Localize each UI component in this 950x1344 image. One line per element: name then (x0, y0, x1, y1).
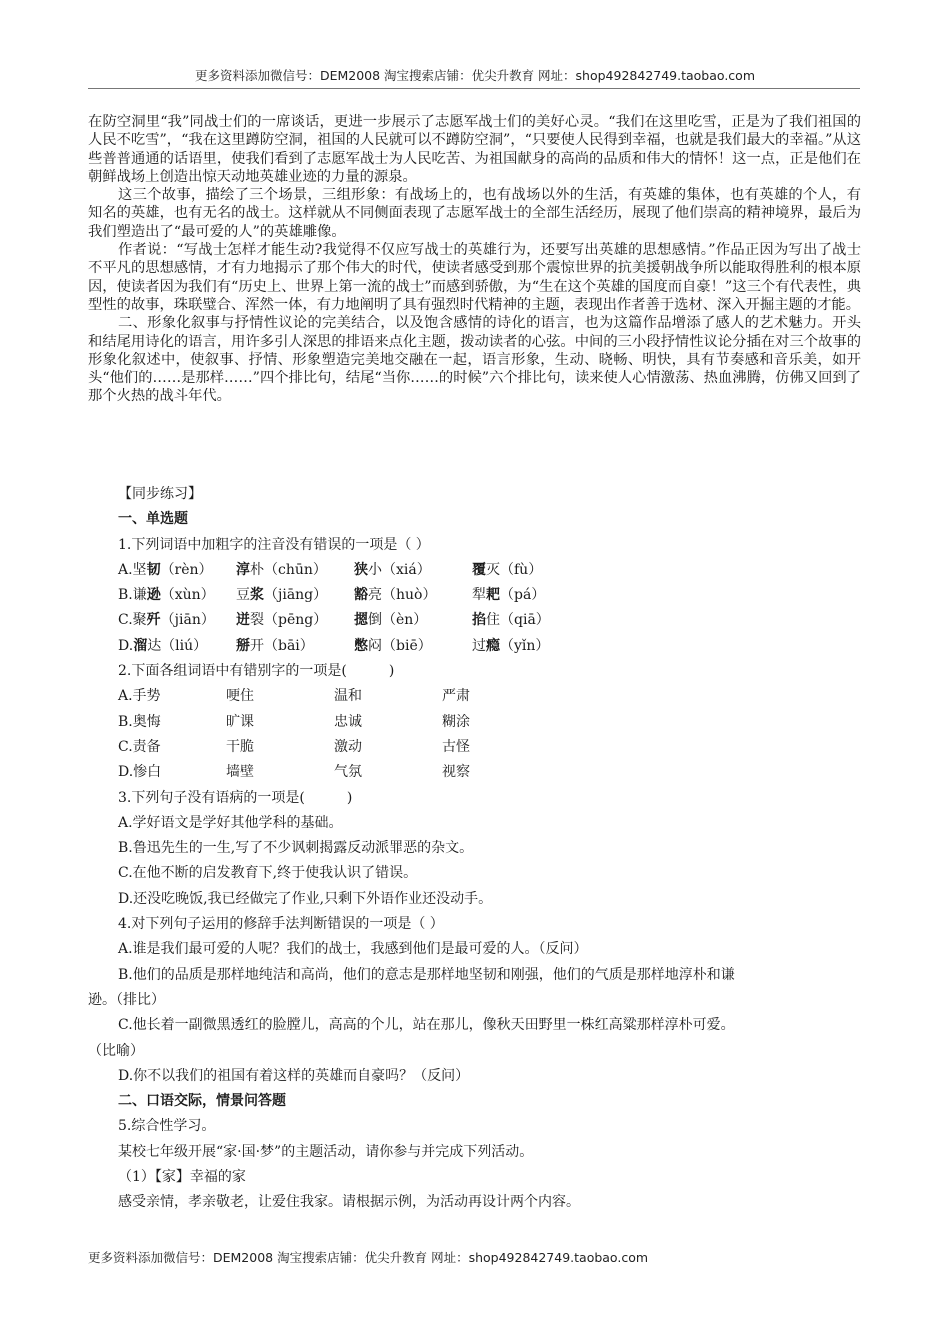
option-text: （pá） (500, 587, 546, 604)
question-4-option-d: D.你不以我们的祖国有着这样的英雄而自豪吗？（反问） (118, 1067, 470, 1084)
question-1-option-row (88, 583, 861, 608)
question-2-word: D.惨白 (118, 764, 162, 781)
option-text: A.坚 (118, 561, 147, 578)
question-1-option-item (354, 634, 472, 659)
bold-char: 迸 (236, 612, 250, 629)
bold-char: 狭 (354, 561, 368, 578)
question-5-intro: 某校七年级开展“家·国·梦”的主题活动，请你参与并完成下列活动。 (118, 1143, 534, 1160)
bold-char: 溜 (133, 637, 148, 654)
question-3-option-a: A.学好语文是学好其他学科的基础。 (118, 814, 343, 831)
bold-char: 瘾 (486, 637, 500, 654)
analysis-paragraph-4: 二、形象化叙事与抒情性议论的完美结合，以及饱含感情的诗化的语言，也为这篇作品增添了感人的艺术魅力。开头和结尾用诗化的语言，用许多引人深思的排语来点化主题，拨动读者的心弦。中间的三小段抒情性议论分插在对三个故事的形象化叙述中，使叙事、抒情、形象塑造完美地交融在一起，语言形象，生动、晓畅、明快，具有节奏感和音乐美，如开头“他们的……是那样……”四个排比句，结尾“当你……的时候”六个排比句，读来使人心情激荡、热血沸腾，仿佛又回到了那个火热的战斗年代。 (88, 315, 861, 405)
question-1-option-item (236, 608, 354, 633)
question-1-option-item (472, 583, 545, 608)
question-2-word: 墙壁 (226, 764, 254, 781)
question-1-option-item (354, 558, 472, 583)
section-oral-communication: 二、口语交际，情景问答题 (118, 1093, 286, 1110)
bold-char: 逊 (146, 587, 161, 604)
question-2-word: 温和 (334, 688, 362, 705)
question-3-option-b: B.鲁迅先生的一生,写了不少讽刺揭露反动派罪恶的杂文。 (118, 840, 474, 857)
analysis-paragraph-3: 作者说：“写战士怎样才能生动?我觉得不仅应写战士的英雄行为，还要写出英雄的思想感情。”作品正因为写出了战士不平凡的思想感情，才有力地揭示了那个伟大的时代，使读者感受到那个震惊世界的抗美援朝战争所以能取得胜利的根本原因，使读者因为我们有“历史上、世界上第一流的战士”而感到骄傲，为“生在这个英雄的国度而自豪！”这三个有代表性，典型性的故事，珠联璧合、浑然一体，有力地阐明了具有强烈时代精神的主题，表现出作者善于选材、深入开掘主题的才能。 (88, 242, 861, 313)
question-1-option-item (472, 558, 542, 583)
section-single-choice: 一、单选题 (118, 511, 188, 528)
option-text: 闷（biē） (368, 637, 432, 654)
question-2-word: 古怪 (442, 738, 470, 755)
question-2-word: 哽住 (226, 688, 254, 705)
option-text: 开（bāi） (250, 637, 314, 654)
question-5-sub1-title: （1）【家】幸福的家 (118, 1169, 246, 1186)
option-text: 过 (472, 637, 486, 654)
question-5-stem: 5.综合性学习。 (118, 1118, 216, 1135)
question-2-option-row (88, 710, 861, 735)
question-2-word: 忠诚 (334, 713, 362, 730)
question-1-option-item (236, 558, 354, 583)
option-text: （jiān） (160, 612, 215, 629)
question-2-option-row (88, 760, 861, 785)
bold-char: 掐 (472, 612, 486, 629)
question-1-option-row (88, 558, 861, 583)
question-1-option-row (88, 608, 861, 633)
question-2-word: 气氛 (334, 764, 362, 781)
option-text: 裂（pēng） (250, 612, 328, 629)
question-5-sub1-text: 感受亲情，孝亲敬老，让爱住我家。请根据示例，为活动再设计两个内容。 (118, 1194, 580, 1211)
option-text: D. (118, 637, 134, 654)
option-text: 达（liú） (147, 637, 208, 654)
question-2-option-row (88, 735, 861, 760)
option-text: 灭（fù） (486, 561, 543, 578)
question-1-option-item (472, 634, 549, 659)
question-1-option-item (236, 634, 354, 659)
question-2-word: 视察 (442, 764, 470, 781)
option-text: （rèn） (160, 561, 213, 578)
question-1-stem: 1.下列词语中加粗字的注音没有错误的一项是（ ） (118, 536, 430, 553)
question-2-options (88, 684, 861, 785)
question-4-option-a: A.谁是我们最可爱的人呢？我们的战士，我感到他们是最可爱的人。（反问） (118, 941, 588, 958)
question-1-option-item (236, 583, 354, 608)
question-2-option-row (88, 684, 861, 709)
question-2-word: A.手势 (118, 688, 161, 705)
analysis-paragraph-1: 在防空洞里“我”同战士们的一席谈话，更进一步展示了志愿军战士们的美好心灵。“我们在这里吃雪，正是为了我们祖国的人民不吃雪”，“我在这里蹲防空洞，祖国的人民就可以不蹲防空洞”，“只要使人民得到幸福，也就是我们最大的幸福。”从这些普普通通的话语里，使我们看到了志愿军战士为人民吃苦、为祖国献身的高尚的品质和伟大的情怀！这一点，正是他们在朝鲜战场上创造出惊天动地英雄业迹的力量的源泉。 (88, 114, 861, 185)
bold-char: 掰 (236, 637, 250, 654)
question-4-stem: 4.对下列句子运用的修辞手法判断错误的一项是（ ） (118, 916, 444, 933)
question-1-option-item (354, 608, 472, 633)
page-header: 更多资料添加微信号：DEM2008 淘宝搜索店铺：优尖升教育 网址：shop492842749.taobao.com (194, 68, 756, 83)
question-1-option-item (472, 608, 550, 633)
option-text: 小（xiá） (368, 561, 431, 578)
page-footer: 更多资料添加微信号：DEM2008 淘宝搜索店铺：优尖升教育 网址：shop492842749.taobao.com (88, 1250, 649, 1265)
question-4-option-c: C.他长着一副微黑透红的脸膛儿，高高的个儿，站在那儿，像秋天田野里一株红高粱那样淳朴可爱。 (118, 1017, 735, 1034)
question-1-option-item (354, 583, 472, 608)
analysis-paragraph-2: 这三个故事，描绘了三个场景，三组形象：有战场上的，也有战场以外的生活，有英雄的集体，也有英雄的个人，有知名的英雄，也有无名的战士。这样就从不同侧面表现了志愿军战士的全部生活经历，展现了他们崇高的精神境界，最后为我们塑造出了“最可爱的人”的英雄雕像。 (88, 187, 861, 240)
option-text: （yǐn） (500, 637, 550, 654)
practice-section (88, 482, 861, 1216)
option-text: （xùn） (160, 587, 215, 604)
bold-char: 淳 (236, 561, 250, 578)
analysis-section (88, 113, 861, 406)
option-text: 朴（chūn） (250, 561, 327, 578)
question-2-word: C.责备 (118, 738, 161, 755)
question-1-options (88, 558, 861, 659)
bold-char: 韧 (146, 561, 161, 578)
question-2-word: 严肃 (442, 688, 470, 705)
option-text: 豆 (236, 587, 250, 604)
question-4-option-b: B.他们的品质是那样地纯洁和高尚，他们的意志是那样地坚韧和刚强，他们的气质是那样地淳朴和谦 (118, 966, 735, 983)
practice-title: 【同步练习】 (118, 486, 202, 502)
header-divider (88, 88, 860, 89)
question-1-option-item (118, 558, 236, 583)
question-2-word: 激动 (334, 738, 362, 755)
option-text: B.谦 (118, 587, 147, 604)
question-4-option-c-cont: （比喻） (88, 1042, 144, 1059)
question-1-option-item (118, 634, 236, 659)
option-text: 亮（huò） (368, 587, 437, 604)
bold-char: 摁 (354, 612, 368, 629)
question-3-option-c: C.在他不断的启发教育下,终于使我认识了错误。 (118, 865, 418, 882)
question-3-stem: 3.下列句子没有语病的一项是( ) (118, 789, 353, 806)
bold-char: 憋 (354, 637, 368, 654)
question-2-stem: 2.下面各组词语中有错别字的一项是( ) (118, 663, 395, 680)
question-3-option-d: D.还没吃晚饭,我已经做完了作业,只剩下外语作业还没动手。 (118, 890, 493, 907)
question-4-option-b-cont: 逊。（排比） (88, 991, 165, 1008)
question-2-word: 旷课 (226, 713, 254, 730)
question-1-option-row (88, 634, 861, 659)
bold-char: 耙 (486, 587, 500, 604)
option-text: 犁 (472, 587, 486, 604)
question-2-word: B.奥悔 (118, 713, 161, 730)
question-2-word: 糊涂 (442, 713, 470, 730)
question-2-word: 干脆 (226, 738, 254, 755)
question-1-option-item (118, 608, 236, 633)
option-text: （jiāng） (264, 587, 328, 604)
bold-char: 豁 (354, 587, 368, 604)
bold-char: 歼 (146, 612, 161, 629)
option-text: 住（qiā） (486, 612, 550, 629)
question-1-option-item (118, 583, 236, 608)
bold-char: 覆 (472, 561, 486, 578)
option-text: 倒（èn） (368, 612, 428, 629)
bold-char: 浆 (250, 587, 264, 604)
option-text: C.聚 (118, 612, 147, 629)
